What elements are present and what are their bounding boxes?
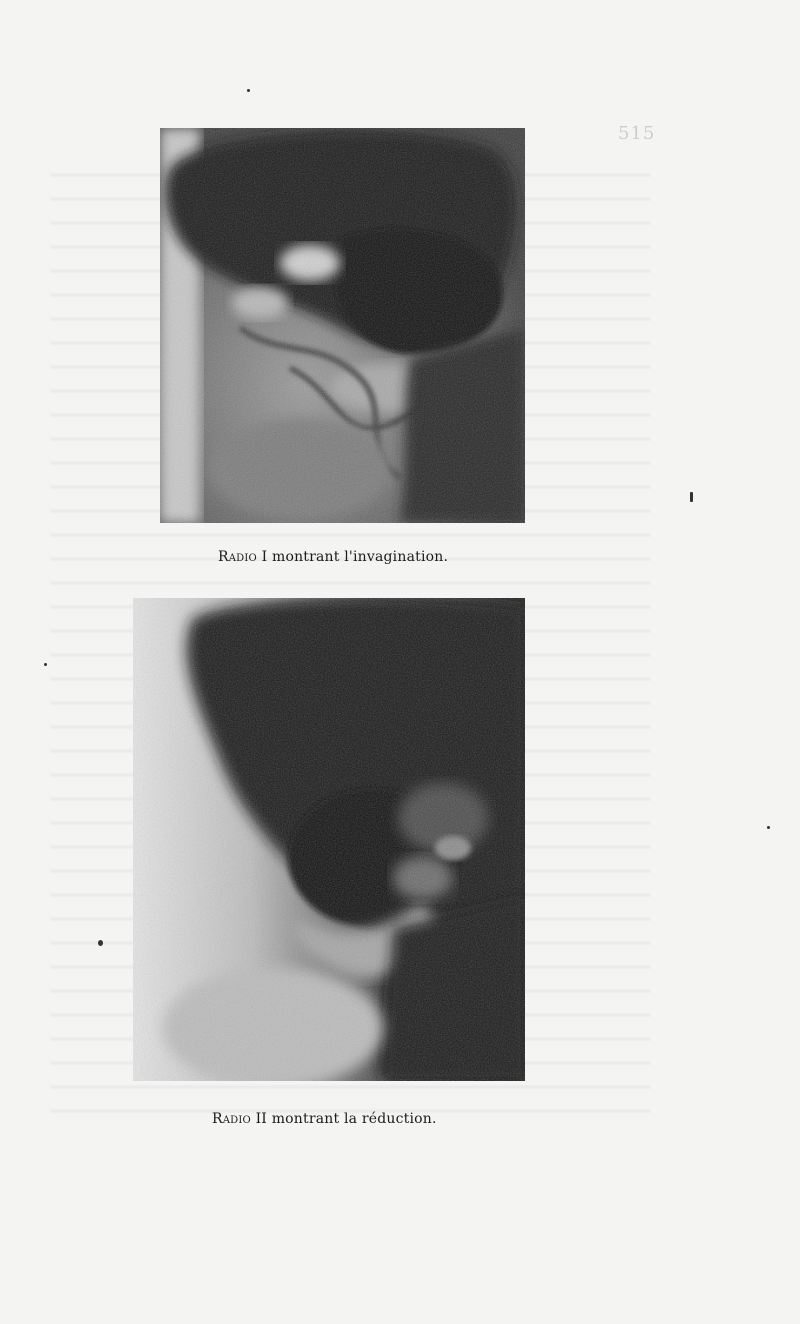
scan-speck [767,826,770,829]
figure-1-text: montrant l'invagination. [267,549,449,565]
figure-1-label: Radio I [218,549,268,565]
scan-speck [247,89,250,92]
scan-speck [44,663,47,666]
figure-2-label: Radio II [212,1111,268,1127]
radiograph-1 [160,128,525,523]
figure-1-caption [218,549,448,565]
figure-2-caption [212,1111,437,1127]
scan-speck [98,940,103,946]
radiograph-2 [133,598,525,1081]
scan-speck [690,492,693,502]
page-number: 515 [618,123,656,144]
figure-2-text: montrant la réduction. [267,1111,437,1127]
